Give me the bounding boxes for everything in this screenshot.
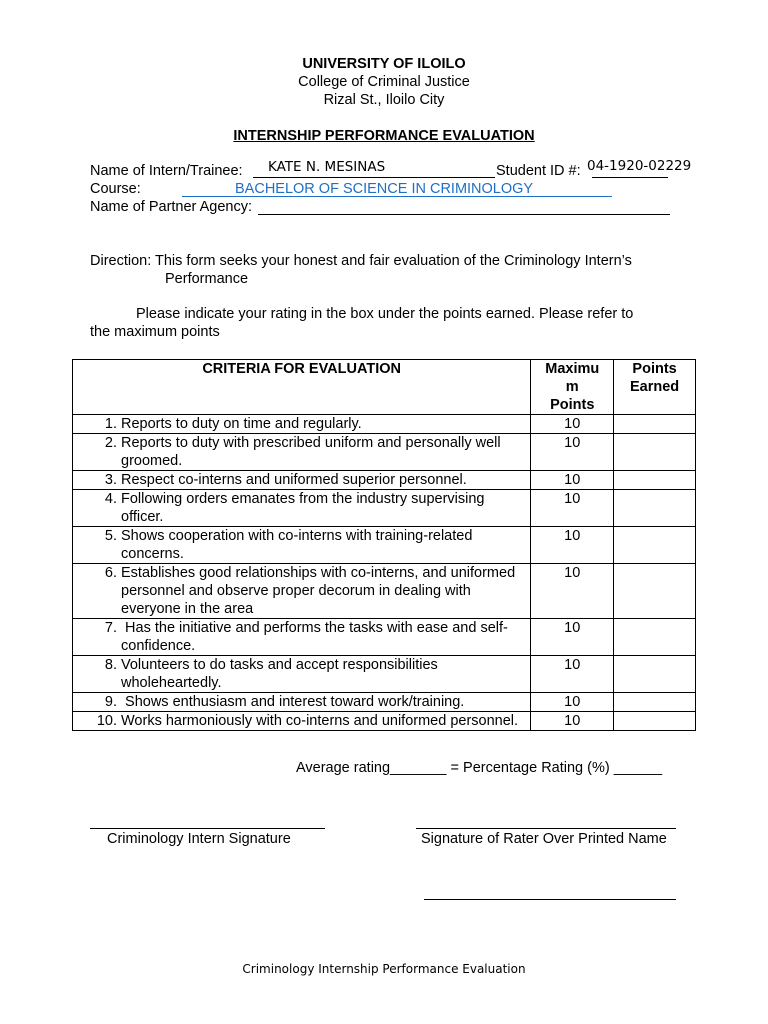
criteria-text: Works harmoniously with co-interns and uniformed personnel. <box>121 713 519 729</box>
criteria-number: 9. <box>104 694 117 710</box>
instruction-line-1: Please indicate your rating in the box under the points earned. Please refer to <box>136 306 634 322</box>
max-points-cell: 10 <box>531 490 614 527</box>
criteria-text: Has the initiative and performs the tasks with ease and self-confidence. <box>121 620 508 654</box>
max-points-header-line-3: Points <box>550 397 595 413</box>
criteria-text: Shows enthusiasm and interest toward work/training. <box>121 694 465 710</box>
max-points-header-line-1: Maximu <box>545 361 600 377</box>
table-row <box>73 471 696 490</box>
criteria-text: Respect co-interns and uniformed superior personnel. <box>121 472 467 488</box>
criteria-number: 5. <box>104 528 117 544</box>
instruction-line-2: the maximum points <box>90 324 220 340</box>
points-earned-cell[interactable] <box>614 656 696 693</box>
direction-line-2: Performance <box>165 271 249 287</box>
criteria-text: Following orders emanates from the industry supervising officer. <box>121 491 485 525</box>
points-earned-cell[interactable] <box>614 527 696 564</box>
student-id-line <box>592 177 668 178</box>
criteria-number: 6. <box>104 565 117 581</box>
points-earned-cell[interactable] <box>614 471 696 490</box>
criteria-number: 3. <box>104 472 117 488</box>
criteria-cell <box>73 656 531 693</box>
points-earned-cell[interactable] <box>614 490 696 527</box>
points-earned-header-line-2: Earned <box>630 379 680 395</box>
points-earned-header-line-1: Points <box>632 361 677 377</box>
extra-signature-line[interactable] <box>424 899 676 900</box>
intern-signature-label: Criminology Intern Signature <box>107 831 291 847</box>
table-row <box>73 415 696 434</box>
max-points-cell: 10 <box>531 415 614 434</box>
criteria-cell <box>73 693 531 712</box>
table-header-row <box>73 360 696 415</box>
max-points-cell: 10 <box>531 434 614 471</box>
max-points-cell: 10 <box>531 712 614 731</box>
points-earned-cell[interactable] <box>614 564 696 619</box>
student-id-label: Student ID #: <box>496 163 581 179</box>
rater-signature-line[interactable] <box>416 828 676 829</box>
criteria-cell <box>73 619 531 656</box>
criteria-cell <box>73 471 531 490</box>
criteria-header-text: CRITERIA FOR EVALUATION <box>202 361 402 377</box>
table-row <box>73 619 696 656</box>
criteria-cell <box>73 415 531 434</box>
points-earned-cell[interactable] <box>614 712 696 731</box>
criteria-text: Establishes good relationships with co-interns, and uniformed personnel and observe proper decorum in dealing with everyone in the area <box>121 565 516 617</box>
intern-name-value[interactable]: KATE N. MESINAS <box>268 159 386 175</box>
intern-signature-line[interactable] <box>90 828 325 829</box>
max-points-cell: 10 <box>531 471 614 490</box>
table-row <box>73 712 696 731</box>
university-address: Rizal St., Iloilo City <box>323 92 445 108</box>
criteria-text: Reports to duty on time and regularly. <box>121 416 362 432</box>
criteria-cell <box>73 527 531 564</box>
average-rating-line[interactable]: Average rating_______ = Percentage Rating (%) ______ <box>296 760 663 776</box>
points-earned-cell[interactable] <box>614 434 696 471</box>
points-earned-cell[interactable] <box>614 693 696 712</box>
student-id-value[interactable]: 04-1920-02229 <box>587 158 692 174</box>
criteria-cell <box>73 564 531 619</box>
criteria-number: 2. <box>104 435 117 451</box>
form-title: INTERNSHIP PERFORMANCE EVALUATION <box>233 128 535 144</box>
page-footer: Criminology Internship Performance Evaluation <box>242 962 526 976</box>
max-points-cell: 10 <box>531 619 614 656</box>
table-row <box>73 434 696 471</box>
max-points-header-line-2: m <box>565 379 579 395</box>
points-earned-column-header <box>614 360 696 415</box>
intern-name-label: Name of Intern/Trainee: <box>90 163 243 179</box>
course-value[interactable]: BACHELOR OF SCIENCE IN CRIMINOLOGY <box>235 181 534 197</box>
partner-agency-line <box>258 214 670 215</box>
table-row <box>73 656 696 693</box>
criteria-number: 8. <box>104 657 117 673</box>
college-name: College of Criminal Justice <box>298 74 470 90</box>
points-earned-cell[interactable] <box>614 619 696 656</box>
partner-agency-label: Name of Partner Agency: <box>90 199 252 215</box>
max-points-column-header <box>531 360 614 415</box>
points-earned-cell[interactable] <box>614 415 696 434</box>
direction-line-1: Direction: This form seeks your honest and fair evaluation of the Criminology Intern’s <box>90 253 632 269</box>
criteria-table <box>72 359 696 731</box>
rater-signature-label: Signature of Rater Over Printed Name <box>421 831 667 847</box>
max-points-cell: 10 <box>531 527 614 564</box>
max-points-cell: 10 <box>531 564 614 619</box>
table-row <box>73 490 696 527</box>
criteria-number: 10. <box>96 713 117 729</box>
criteria-column-header <box>73 360 531 415</box>
university-name: UNIVERSITY OF ILOILO <box>302 56 466 72</box>
table-row <box>73 693 696 712</box>
max-points-cell: 10 <box>531 693 614 712</box>
criteria-cell <box>73 712 531 731</box>
criteria-number: 4. <box>104 491 117 507</box>
criteria-cell <box>73 490 531 527</box>
table-row <box>73 527 696 564</box>
criteria-number: 7. <box>104 620 117 636</box>
course-label: Course: <box>90 181 141 197</box>
criteria-number: 1. <box>104 416 117 432</box>
criteria-cell <box>73 434 531 471</box>
criteria-text: Volunteers to do tasks and accept responsibilities wholeheartedly. <box>121 657 438 691</box>
criteria-text: Shows cooperation with co-interns with training-related concerns. <box>121 528 473 562</box>
max-points-cell: 10 <box>531 656 614 693</box>
criteria-text: Reports to duty with prescribed uniform and personally well groomed. <box>121 435 501 469</box>
intern-name-line <box>253 177 495 178</box>
table-row <box>73 564 696 619</box>
